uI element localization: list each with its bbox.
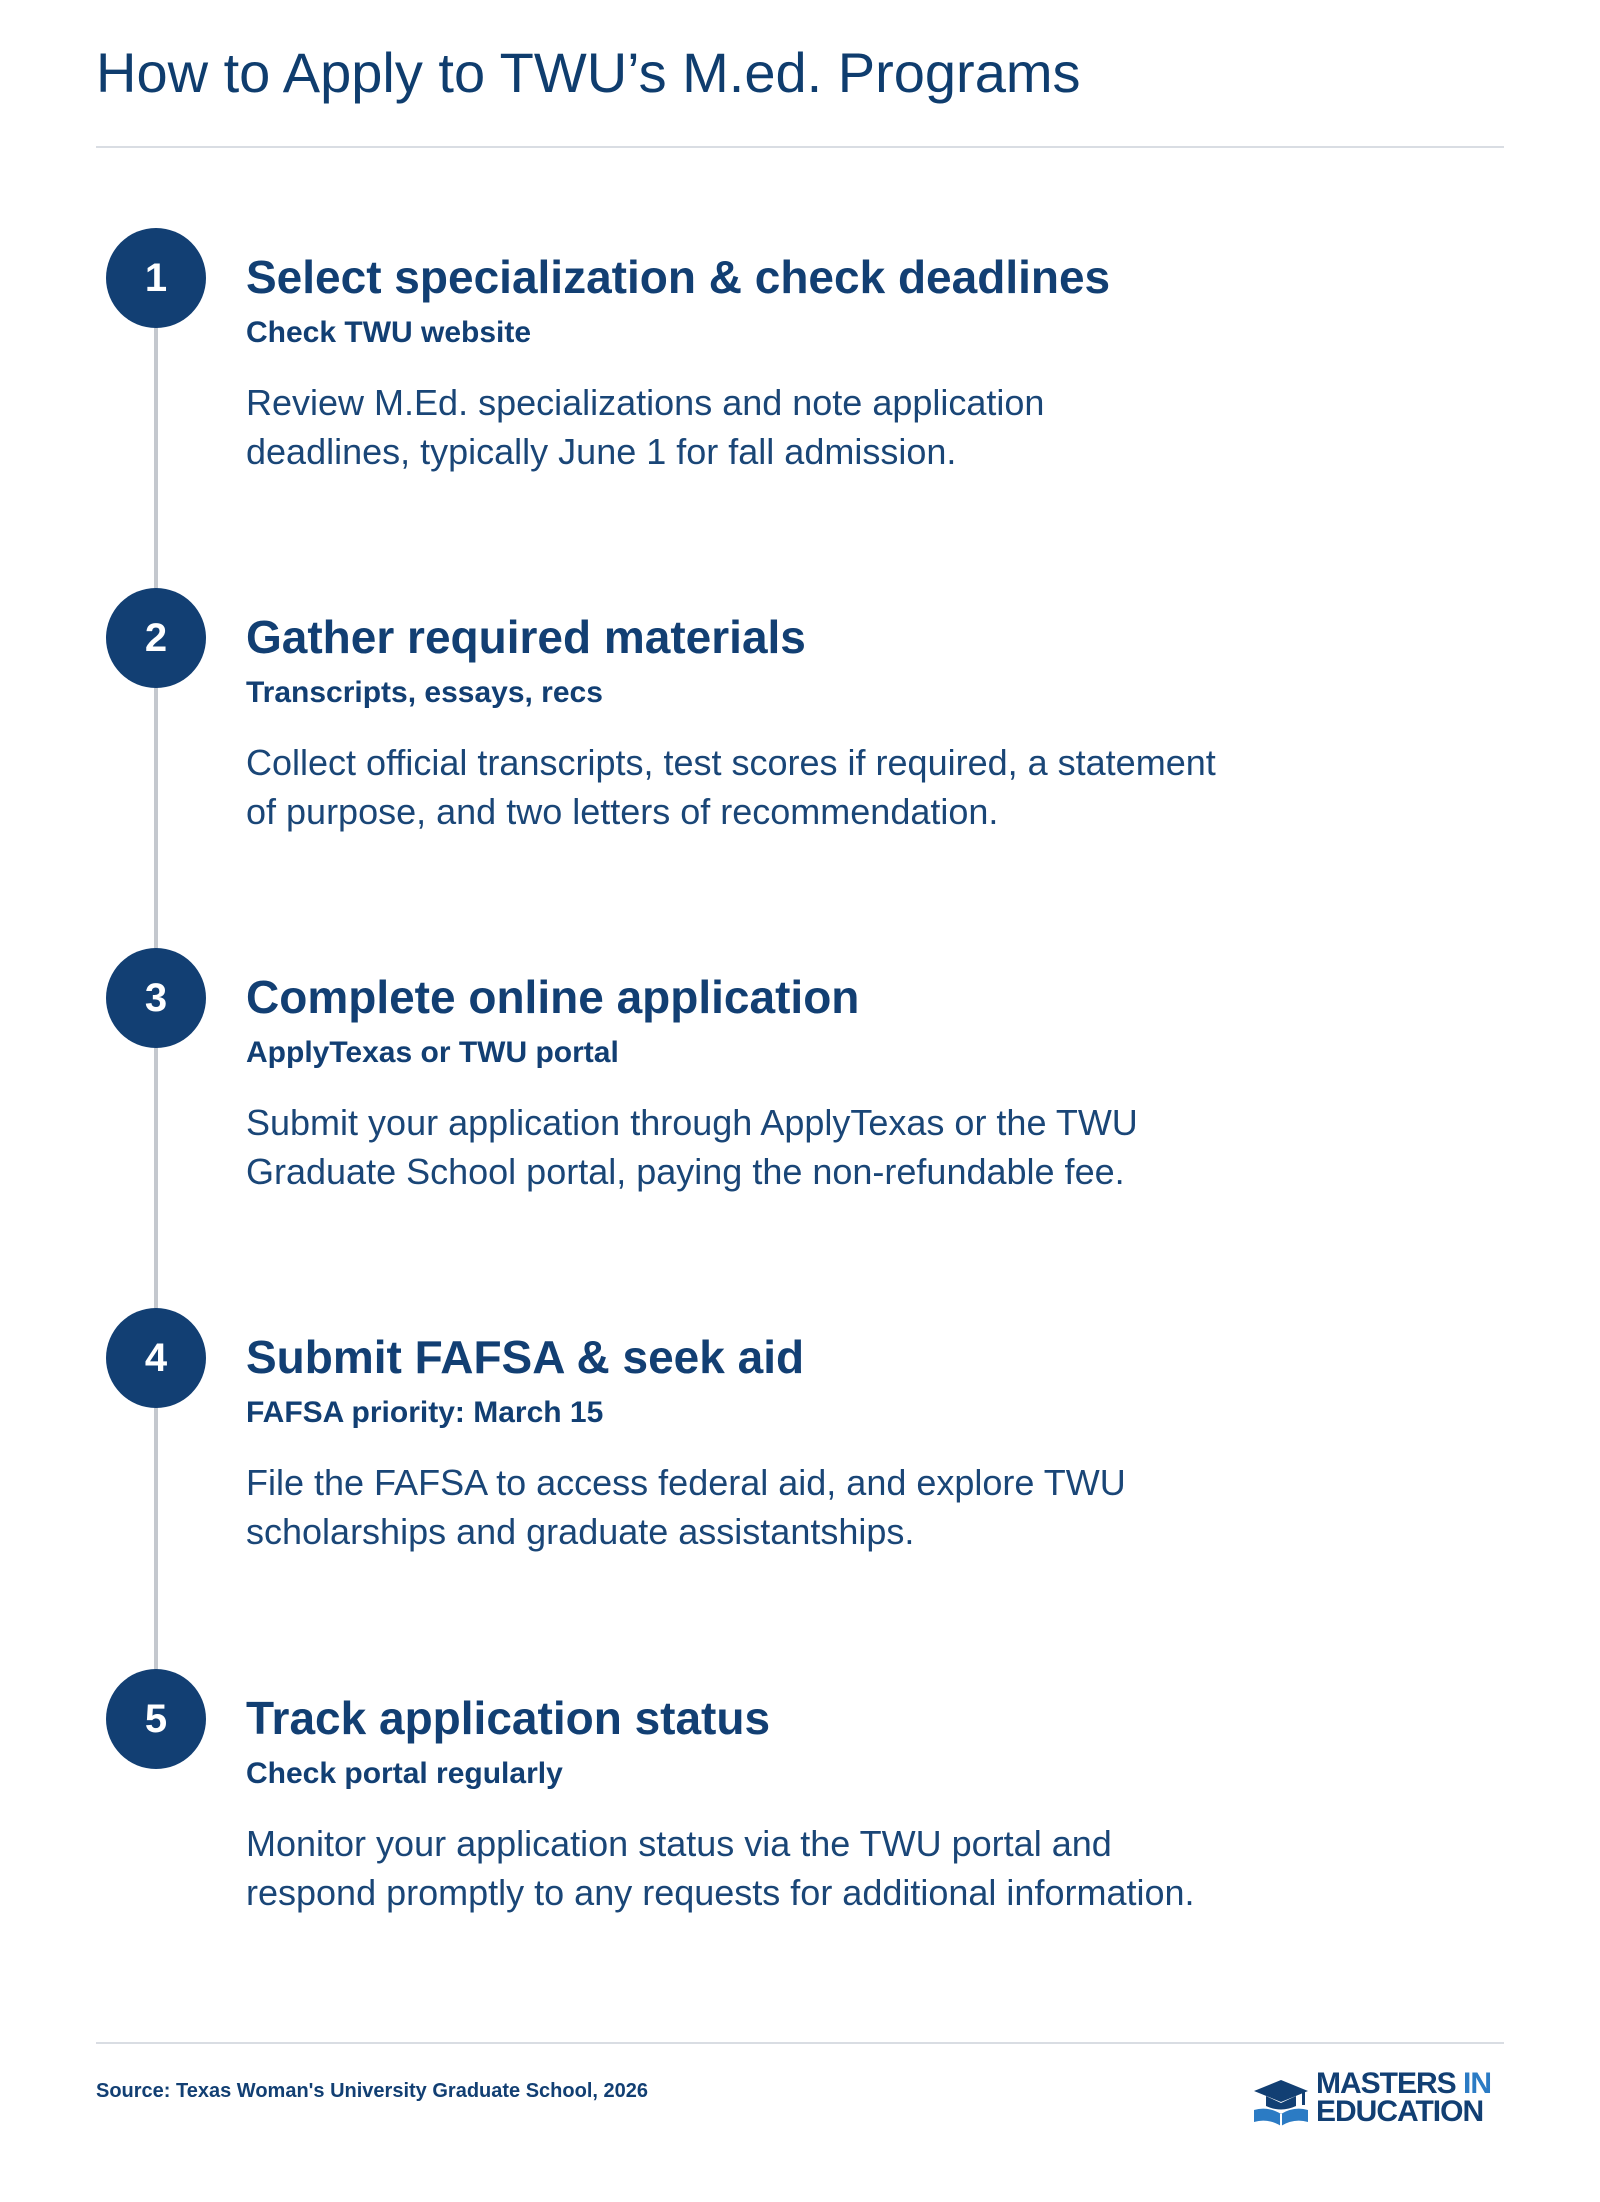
- masters-in-education-logo: [1252, 2068, 1508, 2132]
- logo-text-masters: MASTERS: [1316, 2067, 1464, 2100]
- step-number-badge: 1: [106, 228, 206, 328]
- source-note: Source: Texas Woman's University Graduate School, 2026: [96, 2080, 648, 2102]
- step-subtitle: Check portal regularly: [246, 1757, 563, 1790]
- step-title: Submit FAFSA & seek aid: [246, 1331, 805, 1383]
- step-subtitle: ApplyTexas or TWU portal: [246, 1036, 619, 1069]
- step-subtitle: FAFSA priority: March 15: [246, 1396, 604, 1429]
- header-divider: [96, 146, 1504, 148]
- logo-text-in: IN: [1463, 2067, 1492, 2100]
- step-description: Monitor your application status via the TWU portal and respond promptly to any requests for additional information.: [246, 1823, 1195, 1913]
- page-title: How to Apply to TWU’s M.ed. Programs: [96, 41, 1081, 104]
- step-description: Submit your application through ApplyTexas or the TWU Graduate School portal, paying the non-refundable fee.: [246, 1102, 1138, 1192]
- logo-text-education: EDUCATION: [1316, 2095, 1484, 2128]
- footer-divider: [96, 2042, 1504, 2044]
- step-number-badge: 5: [106, 1669, 206, 1769]
- step-number-badge: 2: [106, 588, 206, 688]
- step-title: Select specialization & check deadlines: [246, 251, 1111, 303]
- step-title: Track application status: [246, 1692, 771, 1744]
- step-subtitle: Check TWU website: [246, 316, 532, 349]
- step-subtitle: Transcripts, essays, recs: [246, 676, 603, 709]
- graduation-cap-book-icon: [1252, 2076, 1310, 2130]
- step-description: Review M.Ed. specializations and note application deadlines, typically June 1 for fall admission.: [246, 382, 1045, 472]
- step-description: File the FAFSA to access federal aid, and explore TWU scholarships and graduate assistantships.: [246, 1462, 1126, 1552]
- step-description: Collect official transcripts, test scores if required, a statement of purpose, and two letters of recommendation.: [246, 742, 1216, 832]
- step-title: Complete online application: [246, 971, 860, 1023]
- step-number-badge: 4: [106, 1308, 206, 1408]
- logo-wordmark: [1316, 2067, 1492, 2128]
- step-number-badge: 3: [106, 948, 206, 1048]
- step-title: Gather required materials: [246, 611, 806, 663]
